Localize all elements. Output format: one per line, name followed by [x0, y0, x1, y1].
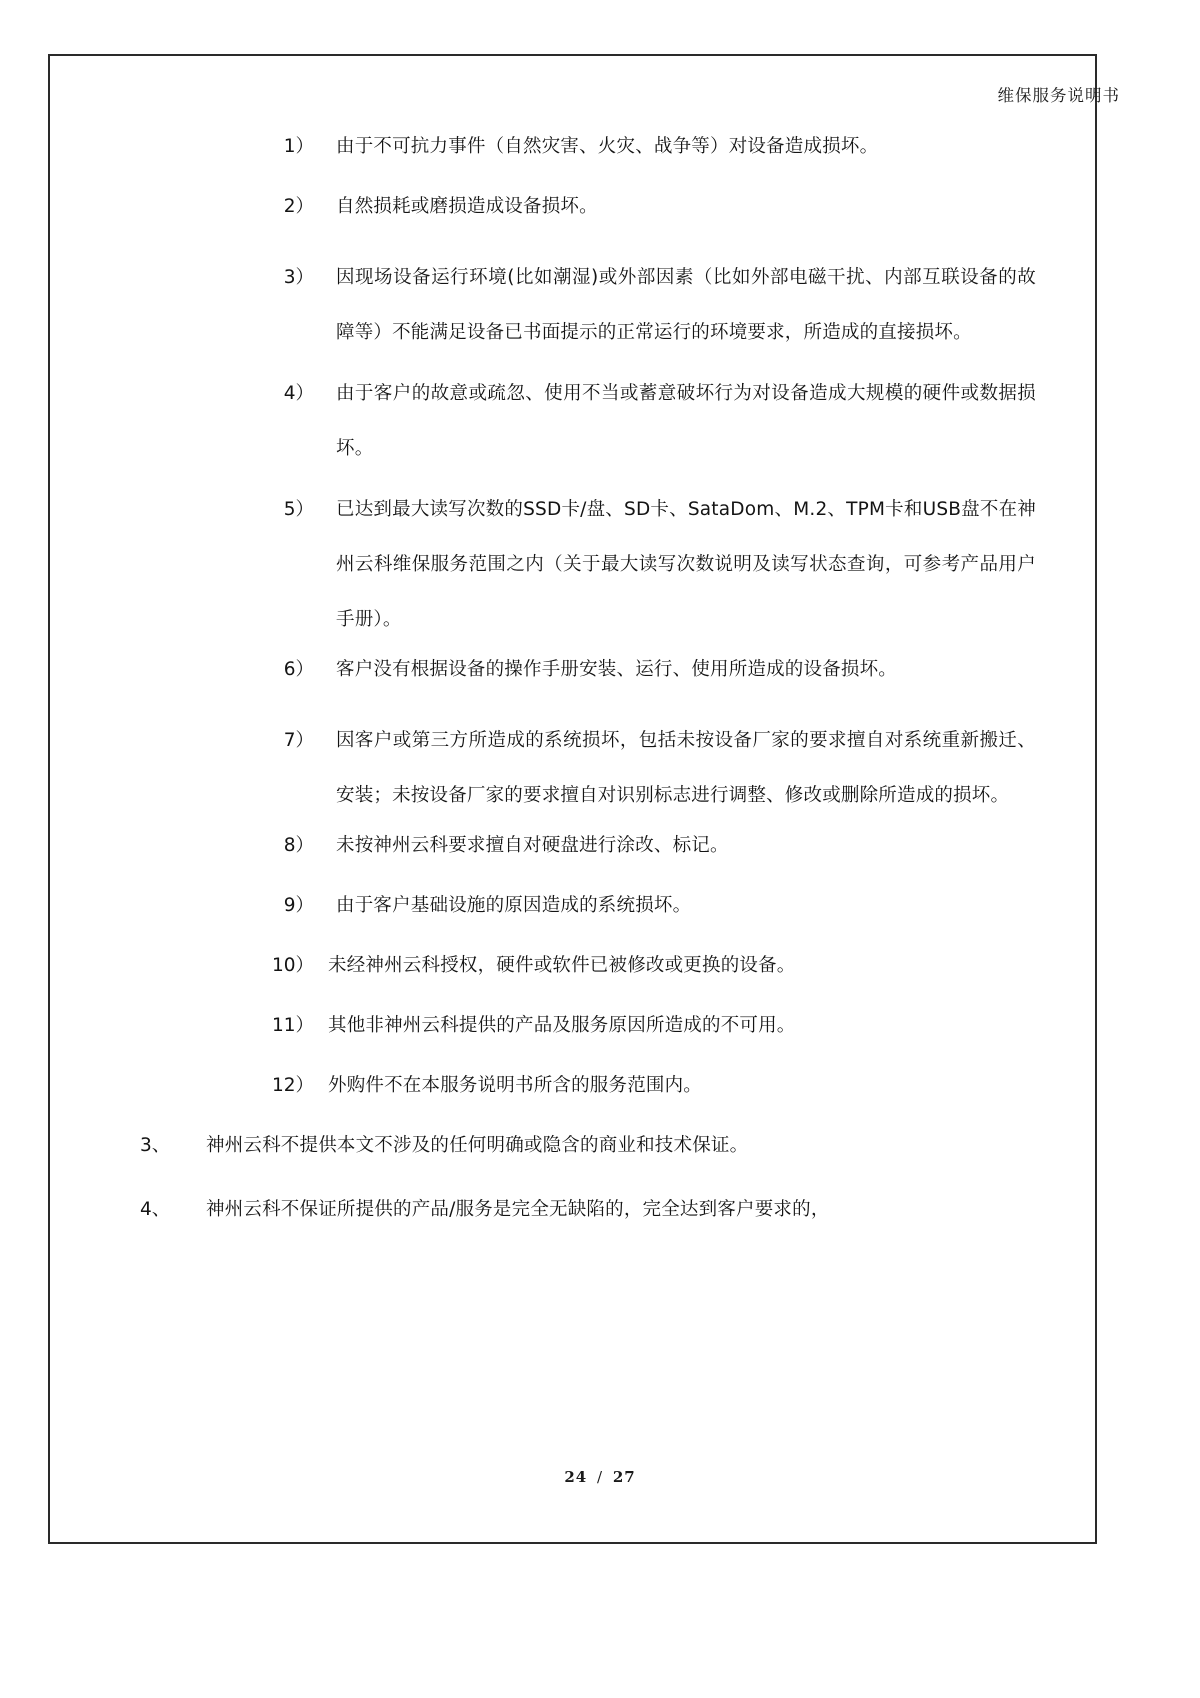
list-item-text: 由于不可抗力事件（自然灾害、火灾、战争等）对设备造成损坏。: [336, 136, 879, 157]
list-item-number: 11）: [271, 1015, 314, 1036]
page-separator: /: [596, 1468, 604, 1486]
current-page-number: 24: [564, 1468, 588, 1486]
list-item-text: 因现场设备运行环境(比如潮湿)或外部因素（比如外部电磁干扰、内部互联设备的故障等）不能满足设备已书面提示的正常运行的环境要求，所造成的直接损坏。: [336, 267, 1036, 343]
list-item: [120, 713, 1037, 823]
list-item-number: 4、: [140, 1199, 171, 1220]
list-item: [120, 829, 1037, 863]
list-item: [120, 366, 1037, 476]
list-item-number: 2）: [283, 196, 314, 217]
list-item: [120, 250, 1037, 360]
list-item-number: 3、: [140, 1135, 171, 1156]
list-item: [120, 1069, 1037, 1103]
list-item: [120, 482, 1037, 647]
list-item: [120, 1193, 1037, 1227]
list-item-text: 未按神州云科要求擅自对硬盘进行涂改、标记。: [336, 835, 729, 856]
page-footer: [0, 1468, 1200, 1486]
list-item-text: 因客户或第三方所造成的系统损坏，包括未按设备厂家的要求擅自对系统重新搬迁、安装；未按设备厂家的要求擅自对识别标志进行调整、修改或删除所造成的损坏。: [336, 730, 1036, 806]
page-header-title: 维保服务说明书: [997, 86, 1120, 105]
list-item-text: 客户没有根据设备的操作手册安装、运行、使用所造成的设备损坏。: [336, 659, 898, 680]
list-item-text: 神州云科不提供本文不涉及的任何明确或隐含的商业和技术保证。: [206, 1135, 749, 1156]
list-item-number: 7）: [283, 730, 314, 751]
list-item-number: 1）: [283, 136, 314, 157]
list-item: [120, 190, 1037, 224]
list-item-number: 5）: [283, 499, 314, 520]
list-item-text: 神州云科不保证所提供的产品/服务是完全无缺陷的，完全达到客户要求的，: [206, 1199, 830, 1220]
total-page-count: 27: [612, 1468, 636, 1486]
list-item-text: 由于客户的故意或疏忽、使用不当或蓄意破坏行为对设备造成大规模的硬件或数据损坏。: [336, 383, 1036, 459]
list-item-text: 其他非神州云科提供的产品及服务原因所造成的不可用。: [328, 1015, 796, 1036]
list-item-text: 自然损耗或磨损造成设备损坏。: [336, 196, 598, 217]
list-item-number: 4）: [283, 383, 314, 404]
list-item-number: 12）: [271, 1075, 314, 1096]
page-body: [48, 130, 1097, 1257]
list-item-text: 已达到最大读写次数的SSD卡/盘、SD卡、SataDom、M.2、TPM卡和USB盘不在神州云科维保服务范围之内（关于最大读写次数说明及读写状态查询，可参考产品用户手册）。: [336, 499, 1036, 630]
list-item: [120, 1009, 1037, 1043]
list-item: [120, 889, 1037, 923]
list-item-number: 10）: [271, 955, 314, 976]
list-item: [120, 653, 1037, 687]
list-item-number: 3）: [283, 267, 314, 288]
list-item-text: 未经神州云科授权，硬件或软件已被修改或更换的设备。: [328, 955, 796, 976]
list-item: [120, 1129, 1037, 1163]
list-item: [120, 130, 1037, 164]
list-item: [120, 949, 1037, 983]
list-item-number: 9）: [283, 895, 314, 916]
list-item-number: 6）: [283, 659, 314, 680]
list-item-text: 由于客户基础设施的原因造成的系统损坏。: [336, 895, 692, 916]
list-item-number: 8）: [283, 835, 314, 856]
list-item-text: 外购件不在本服务说明书所含的服务范围内。: [328, 1075, 703, 1096]
